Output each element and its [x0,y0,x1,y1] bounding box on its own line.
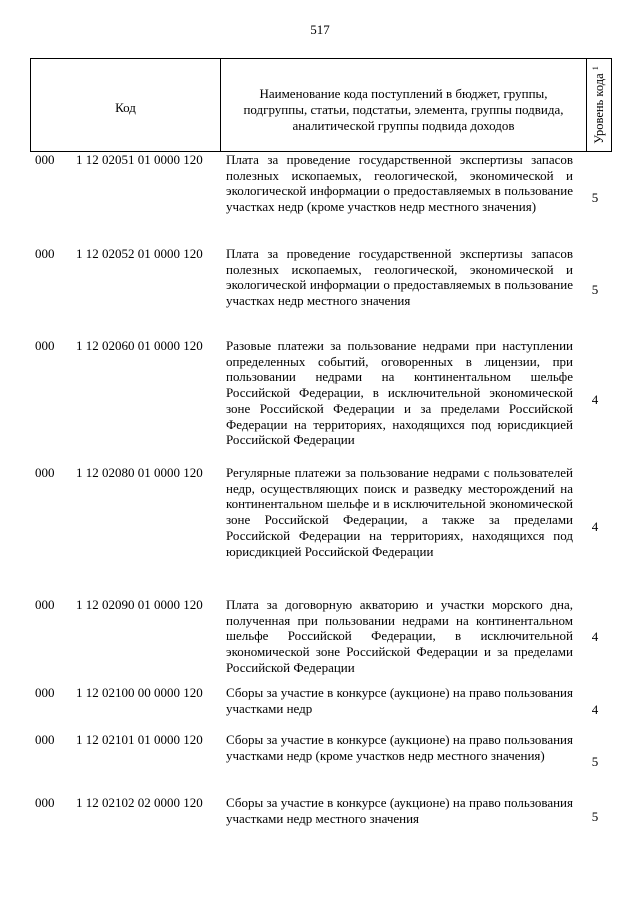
row-level: 5 [591,754,599,769]
row-level: 4 [591,702,599,717]
row-code: 1 12 02102 02 0000 120 [76,795,203,810]
header-level [587,59,611,151]
header-name: Наименование кода поступлений в бюджет, группы, подгруппы, статьи, подстатьи, элемента, группы подвида, аналитической группы подвида доходов [221,59,587,151]
row-level: 5 [591,282,599,297]
row-prefix: 000 [35,246,55,261]
row-code: 1 12 02051 01 0000 120 [76,152,203,167]
header-level-text [591,66,607,144]
row-name: Сборы за участие в конкурсе (аукционе) на право пользования участками недр [226,685,573,716]
row-code: 1 12 02101 01 0000 120 [76,732,203,747]
row-code: 1 12 02080 01 0000 120 [76,465,203,480]
row-name: Разовые платежи за пользование недрами при наступлении определенных событий, оговоренных в лицензии, при пользовании недрами на континентальном шельфе Российской Федерации, в исключительной экономической зоне Российской Федерации и за пределами Российской Федерации на территориях, находящихся под юрисдикцией Российской Федерации [226,338,573,448]
header-level-footnote: 1 [590,66,600,71]
row-prefix: 000 [35,338,55,353]
row-level: 4 [591,629,599,644]
row-name: Плата за договорную акваторию и участки морского дна, полученная при пользовании недрами на континентальном шельфе Российской Федерации, в исключительной экономической зоне Российской Федерации и за пределами Российской Федерации [226,597,573,675]
row-level: 4 [591,392,599,407]
row-prefix: 000 [35,465,55,480]
row-code: 1 12 02100 00 0000 120 [76,685,203,700]
row-name: Сборы за участие в конкурсе (аукционе) на право пользования участками недр (кроме участков недр местного значения) [226,732,573,763]
row-code: 1 12 02090 01 0000 120 [76,597,203,612]
table-header [30,58,612,152]
row-level: 5 [591,809,599,824]
row-level: 4 [591,519,599,534]
header-level-label: Уровень кода [592,73,607,144]
row-prefix: 000 [35,597,55,612]
row-level: 5 [591,190,599,205]
header-code: Код [31,59,221,151]
row-prefix: 000 [35,795,55,810]
row-code: 1 12 02060 01 0000 120 [76,338,203,353]
row-prefix: 000 [35,685,55,700]
row-prefix: 000 [35,732,55,747]
row-name: Плата за проведение государственной экспертизы запасов полезных ископаемых, геологической, экономической и экологической информации о предоставляемых в пользование участках недр местного значения [226,246,573,309]
row-name: Плата за проведение государственной экспертизы запасов полезных ископаемых, геологической, экономической и экологической информации о предоставляемых в пользование участках недр (кроме участков недр местного значения) [226,152,573,215]
row-name: Сборы за участие в конкурсе (аукционе) на право пользования участками недр местного значения [226,795,573,826]
page-number: 517 [310,22,330,37]
row-name: Регулярные платежи за пользование недрами с пользователей недр, осуществляющих поиск и разведку месторождений на континентальном шельфе и в исключительной экономической зоне Российской Федерации, а также за пределами Российской Федерации на территориях, находящихся под юрисдикцией Российской Федерации [226,465,573,559]
row-prefix: 000 [35,152,55,167]
row-code: 1 12 02052 01 0000 120 [76,246,203,261]
